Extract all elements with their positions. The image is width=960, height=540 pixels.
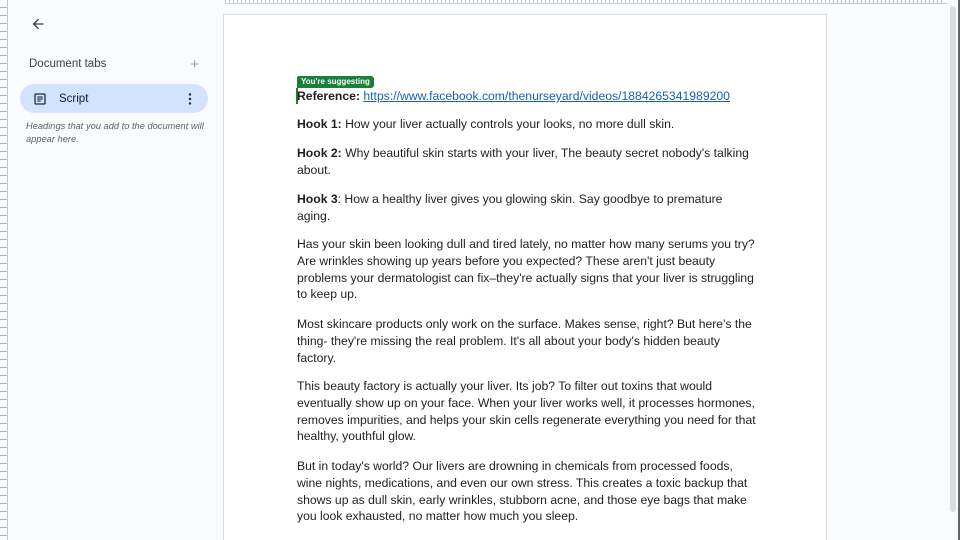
add-tab-button[interactable]: +	[190, 55, 199, 73]
tab-options-button[interactable]	[180, 89, 200, 109]
hook-label: Hook 2:	[297, 146, 342, 160]
arrow-left-icon	[30, 16, 46, 32]
more-vert-icon	[188, 93, 192, 105]
hook-1	[297, 116, 757, 133]
reference-link[interactable]: https://www.facebook.com/thenurseyard/videos/1884265341989200	[363, 89, 730, 103]
body-paragraph: Most skincare products only work on the surface. Makes sense, right? But here's the thing- they're missing the real problem. It's all about your body's hidden beauty factory.	[297, 317, 752, 365]
body-paragraph: This beauty factory is actually your liver. Its job? To filter out toxins that would eventually show up on your face. When your liver works well, it processes hormones, removes impurities, and helps your skin cells regenerate everything you need for that healthy, youthful glow.	[297, 379, 756, 444]
tab-script[interactable]	[20, 84, 208, 113]
ruler-divider-right	[830, 3, 948, 4]
document-icon	[34, 93, 46, 105]
reference-label: Reference:	[297, 89, 360, 103]
document-tabs-header	[29, 56, 199, 72]
hook-label: Hook 1:	[297, 117, 342, 131]
body-paragraph: Has your skin been looking dull and tired lately, no matter how many serums you try? Are wrinkles showing up years before you expected? These aren't just beauty problems your dermatologist can fix–they're actually signs that your liver is struggling to keep up.	[297, 237, 755, 302]
document-outline-sidebar	[8, 0, 220, 540]
hook-text: : How a healthy liver gives you glowing skin. Say goodbye to premature aging.	[297, 192, 723, 223]
back-button[interactable]	[24, 10, 52, 38]
document-page[interactable]	[223, 14, 827, 540]
hook-2	[297, 145, 757, 179]
scrollbar-thumb[interactable]	[950, 6, 956, 512]
hook-text: How your liver actually controls your looks, no more dull skin.	[341, 117, 675, 131]
hook-text: Why beautiful skin starts with your liver, The beauty secret nobody's talking about.	[297, 146, 749, 177]
tab-label: Script	[59, 92, 89, 105]
vertical-ruler[interactable]	[0, 0, 8, 540]
hook-3	[297, 191, 757, 225]
reference-line	[297, 88, 730, 104]
suggesting-mode-badge: You're suggesting	[297, 76, 374, 88]
body-paragraph: But in today's world? Our livers are drowning in chemicals from processed foods, wine nights, medications, and even our own stress. This creates a toxic backup that shows up as dull skin, early wrinkles, stubborn acne, and those eye bags that make you look exhausted, no matter how much you sleep.	[297, 459, 748, 524]
hook-label: Hook 3	[297, 192, 338, 206]
document-tabs-title: Document tabs	[29, 58, 107, 70]
headings-hint: Headings that you add to the document will appear here.	[26, 121, 204, 144]
